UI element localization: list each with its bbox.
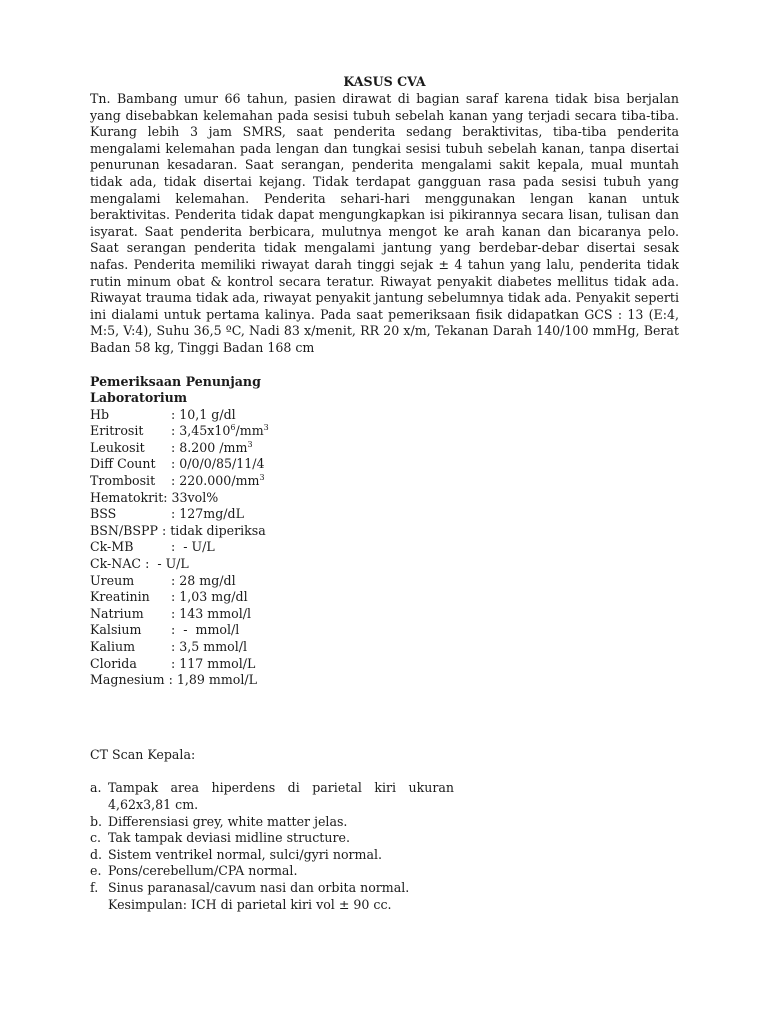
ct-findings-list — [90, 780, 454, 896]
ct-finding-text: Pons/cerebellum/CPA normal. — [108, 863, 298, 879]
ct-finding-text — [108, 780, 454, 813]
lab-name: Ck-NAC — [90, 556, 142, 572]
lab-row-ck-mb — [90, 539, 679, 556]
ct-finding — [90, 863, 454, 880]
lab-value-main: : 8.200 /mm — [171, 439, 248, 455]
lab-value-main: : 220.000/mm — [171, 473, 260, 489]
ct-finding-marker: d. — [90, 846, 103, 862]
lab-value-main: : 3,45x10 — [171, 423, 231, 439]
lab-name: Leukosit — [90, 439, 145, 455]
ct-finding-text: Tak tampak deviasi midline structure. — [108, 830, 350, 846]
lab-row-bss — [90, 506, 679, 523]
lab-row-hb — [90, 407, 679, 424]
spacer — [90, 357, 679, 374]
lab-name: Eritrosit — [90, 423, 144, 439]
lab-row-leukosit — [90, 440, 679, 457]
lab-value-exponent: 3 — [247, 439, 253, 449]
lab-value: : - U/L — [171, 539, 215, 555]
lab-row-hematokrit — [90, 490, 679, 507]
ct-scan-heading: CT Scan Kepala: — [90, 746, 196, 762]
lab-name: BSN/BSPP — [90, 522, 158, 538]
lab-value — [171, 423, 269, 440]
lab-row-ck-nac — [90, 556, 679, 573]
lab-value-exponent: 3 — [259, 472, 265, 482]
ct-finding — [90, 780, 454, 813]
lab-value: : 1,03 mg/dl — [171, 589, 248, 605]
lab-name: Diff Count — [90, 456, 156, 472]
lab-row-trombosit — [90, 473, 679, 490]
document-title: KASUS CVA — [343, 74, 426, 89]
lab-results-list — [90, 407, 679, 689]
lab-name: Trombosit — [90, 473, 156, 489]
lab-value: : 1,89 mmol/L — [164, 672, 257, 688]
ct-finding-marker: a. — [90, 780, 102, 796]
lab-value: : 0/0/0/85/11/4 — [171, 456, 265, 472]
lab-value: : - U/L — [141, 556, 189, 572]
lab-value: : 117 mmol/L — [171, 655, 256, 671]
spacer — [90, 763, 679, 780]
lab-value: : 33vol% — [163, 489, 219, 505]
ct-finding-text: Differensiasi grey, white matter jelas. — [108, 813, 348, 829]
case-description: Tn. Bambang umur 66 tahun, pasien dirawat di bagian saraf karena tidak bisa berjalan yang disebabkan kelemahan pada sesisi tubuh sebelah kanan yang terjadi secara tiba-tiba. Kurang lebih 3 jam SMRS, saat penderita sedang beraktivitas, tiba-tiba penderita mengalami kelemahan pada lengan dan tungkai sesisi tubuh sebelah kanan, tanpa disertai penurunan kesadaran. Saat serangan, penderita mengalami sakit kepala, mual muntah tidak ada, tidak disertai kejang. Tidak terdapat gangguan rasa pada sesisi tubuh yang mengalami kelemahan. Penderita sehari-hari menggunakan lengan kanan untuk beraktivitas. Penderita tidak dapat mengungkapkan isi pikirannya secara lisan, tulisan dan isyarat. Saat penderita berbicara, mulutnya mengot ke arah kanan dan bicaranya pelo. Saat serangan penderita tidak mengalami jantung yang berdebar-debar disertai sesak nafas. Penderita memiliki riwayat darah tinggi sejak ± 4 tahun yang lalu, penderita tidak rutin minum obat & kontrol secara teratur. Riwayat penyakit diabetes mellitus tidak ada. Riwayat trauma tidak ada, riwayat penyakit jantung sebelumnya tidak ada. Penyakit seperti ini dialami untuk pertama kalinya. Pada saat pemeriksaan fisik didapatkan GCS : 13 (E:4, M:5, V:4), Suhu 36,5 ºC, Nadi 83 x/menit, RR 20 x/m, Tekanan Darah 140/100 mmHg, Berat Badan 58 kg, Tinggi Badan 168 cm — [90, 91, 679, 355]
lab-name: Clorida — [90, 655, 137, 671]
lab-value — [171, 473, 265, 490]
lab-value: : 127mg/dL — [171, 506, 244, 522]
lab-row-magnesium — [90, 672, 679, 689]
lab-value-unit-exponent: 3 — [263, 423, 269, 433]
lab-value: : 28 mg/dl — [171, 572, 236, 588]
ct-finding-line: 4,62x3,81 cm. — [108, 796, 199, 812]
lab-row-diff-count — [90, 456, 679, 473]
ct-finding-marker: f. — [90, 879, 99, 895]
lab-row-natrium — [90, 606, 679, 623]
spacer — [90, 689, 679, 747]
ct-finding-text: Sinus paranasal/cavum nasi dan orbita normal. — [108, 879, 410, 895]
lab-row-ureum — [90, 573, 679, 590]
ct-finding-marker: c. — [90, 830, 102, 846]
lab-name: BSS — [90, 506, 117, 522]
lab-name: Kreatinin — [90, 589, 150, 605]
lab-value: : - mmol/l — [171, 622, 240, 638]
lab-name: Ck-MB — [90, 539, 134, 555]
lab-row-clorida — [90, 656, 679, 673]
ct-finding-text: Sistem ventrikel normal, sulci/gyri normal. — [108, 846, 383, 862]
ct-finding — [90, 847, 454, 864]
ct-finding-marker: e. — [90, 863, 102, 879]
ct-finding — [90, 830, 454, 847]
lab-name: Kalium — [90, 639, 136, 654]
ct-finding — [90, 880, 454, 897]
lab-row-kalium — [90, 639, 679, 656]
lab-name: Hb — [90, 406, 110, 422]
laboratory-heading: Laboratorium — [90, 390, 188, 406]
lab-name: Natrium — [90, 605, 144, 621]
ct-finding-marker: b. — [90, 813, 103, 829]
ct-finding — [90, 814, 454, 831]
ct-conclusion: Kesimpulan: ICH di parietal kiri vol ± 90 cc. — [108, 896, 392, 912]
lab-row-bsn-bspp — [90, 523, 679, 540]
lab-row-kreatinin — [90, 589, 679, 606]
lab-value: : 143 mmol/l — [171, 605, 252, 621]
lab-row-kalsium — [90, 622, 679, 639]
lab-name: Hematokrit — [90, 489, 164, 505]
lab-value-exponent: 6 — [230, 423, 236, 433]
lab-value-unit: /mm — [235, 423, 264, 439]
lab-name: Kalsium — [90, 622, 142, 638]
lab-value — [171, 440, 253, 457]
ct-finding-line: Tampak area hiperdens di parietal kiri ukuran — [108, 780, 454, 796]
lab-name: Ureum — [90, 572, 135, 588]
lab-value: : 10,1 g/dl — [171, 406, 236, 422]
lab-row-eritrosit — [90, 423, 679, 440]
lab-name: Magnesium — [90, 672, 165, 688]
supporting-exam-heading: Pemeriksaan Penunjang — [90, 373, 261, 389]
lab-value: : 3,5 mmol/l — [171, 639, 248, 654]
lab-value: : tidak diperiksa — [157, 522, 266, 538]
